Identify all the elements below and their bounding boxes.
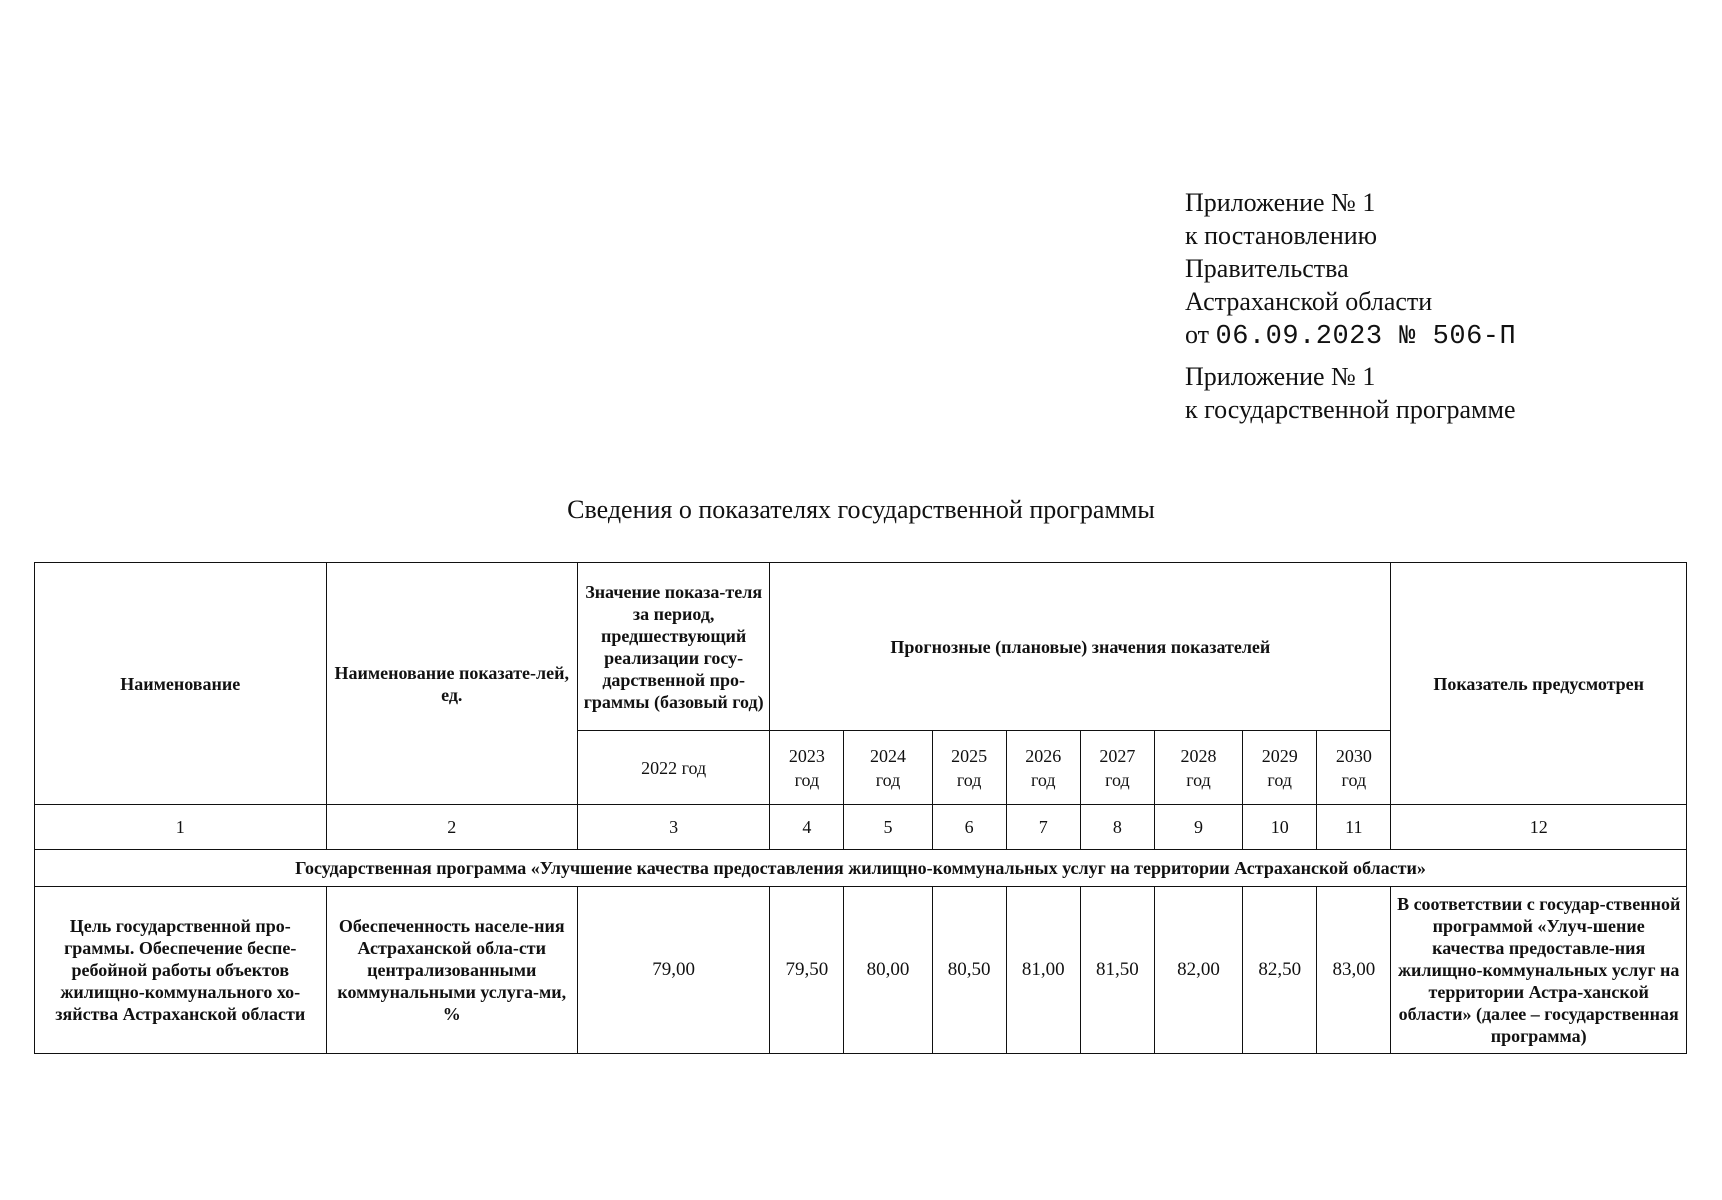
column-number: 7 <box>1006 805 1080 850</box>
column-number: 12 <box>1391 805 1687 850</box>
header-year-cell <box>770 731 844 805</box>
forecast-value-cell: 79,50 <box>770 887 844 1054</box>
header-provided-cell: Показатель предусмотрен <box>1391 563 1687 805</box>
column-number: 9 <box>1154 805 1242 850</box>
header-year-cell <box>1006 731 1080 805</box>
column-number: 11 <box>1317 805 1391 850</box>
indicator-name-cell: Обеспеченность населе-ния Астраханской обла-сти централизованными коммунальными услуга-ми, % <box>326 887 577 1054</box>
program-title-row <box>35 850 1687 887</box>
year-suffix: год <box>1105 769 1130 790</box>
header-forecast-cell: Прогнозные (плановые) значения показателей <box>770 563 1391 731</box>
forecast-value-cell: 83,00 <box>1317 887 1391 1054</box>
header-line-1: Приложение № 1 <box>1185 188 1376 217</box>
header-year-cell <box>1080 731 1154 805</box>
column-number: 8 <box>1080 805 1154 850</box>
forecast-value-cell: 80,00 <box>844 887 932 1054</box>
header-year-cell <box>844 731 932 805</box>
year-number: 2023 <box>788 745 825 766</box>
column-number: 2 <box>326 805 577 850</box>
goal-name-cell: Цель государственной про-граммы. Обеспечение беспе-ребойной работы объектов жилищно-коммунального хо-зяйства Астраханской области <box>35 887 327 1054</box>
from-label: от <box>1185 320 1210 349</box>
year-suffix: год <box>794 769 820 790</box>
year-number: 2027 <box>1099 745 1136 766</box>
document-header <box>1185 186 1516 426</box>
base-value-cell: 79,00 <box>577 887 769 1054</box>
forecast-value-cell: 81,50 <box>1080 887 1154 1054</box>
document-title: Сведения о показателях государственной программы <box>567 495 1155 524</box>
header-year-cell <box>1154 731 1242 805</box>
header-year-cell <box>1243 731 1317 805</box>
program-title-cell: Государственная программа «Улучшение качества предоставления жилищно-коммунальных услуг на территории Астраханской области» <box>35 850 1687 887</box>
year-number: 2030 <box>1335 745 1372 766</box>
indicators-table <box>34 562 1687 1054</box>
column-number-row <box>35 805 1687 850</box>
forecast-value-cell: 82,00 <box>1154 887 1242 1054</box>
year-suffix: год <box>1030 769 1056 790</box>
decree-date-number-stamp: 06.09.2023 № 506-П <box>1215 322 1517 352</box>
table-row <box>35 887 1687 1054</box>
year-suffix: год <box>1186 769 1211 790</box>
year-number: 2024 <box>870 745 907 766</box>
forecast-value-cell: 81,00 <box>1006 887 1080 1054</box>
year-number: 2025 <box>951 745 988 766</box>
provided-by-cell: В соответствии с государ-ственной программой «Улуч-шение качества предоставле-ния жилищно-коммунальных услуг на территории Астра-ханской области» (далее – государственная программа) <box>1391 887 1687 1054</box>
year-number: 2028 <box>1180 745 1217 766</box>
header-line-6: к государственной программе <box>1185 395 1516 424</box>
header-date-line <box>1185 318 1516 354</box>
header-base-value-cell: Значение показа-теля за период, предшествующий реализации госу-дарственной про-граммы (базовый год) <box>577 563 769 731</box>
year-suffix: год <box>1341 769 1367 790</box>
header-line-5: Приложение № 1 <box>1185 362 1376 391</box>
year-suffix: год <box>1267 769 1292 790</box>
header-year-cell <box>932 731 1006 805</box>
year-suffix: год <box>875 769 901 790</box>
header-line-3: Правительства <box>1185 254 1349 283</box>
header-base-year-cell: 2022 год <box>577 731 769 805</box>
forecast-value-cell: 80,50 <box>932 887 1006 1054</box>
year-number: 2029 <box>1261 745 1298 766</box>
year-suffix: год <box>956 769 982 790</box>
forecast-value-cell: 82,50 <box>1243 887 1317 1054</box>
header-name-cell: Наименование <box>35 563 327 805</box>
header-line-2: к постановлению <box>1185 221 1378 250</box>
column-number: 1 <box>35 805 327 850</box>
column-number: 5 <box>844 805 932 850</box>
column-number: 3 <box>577 805 769 850</box>
column-number: 4 <box>770 805 844 850</box>
column-number: 6 <box>932 805 1006 850</box>
header-year-cell <box>1317 731 1391 805</box>
column-number: 10 <box>1243 805 1317 850</box>
header-line-4: Астраханской области <box>1185 287 1433 316</box>
year-number: 2026 <box>1025 745 1062 766</box>
header-indicator-cell: Наименование показате-лей, ед. <box>326 563 577 805</box>
